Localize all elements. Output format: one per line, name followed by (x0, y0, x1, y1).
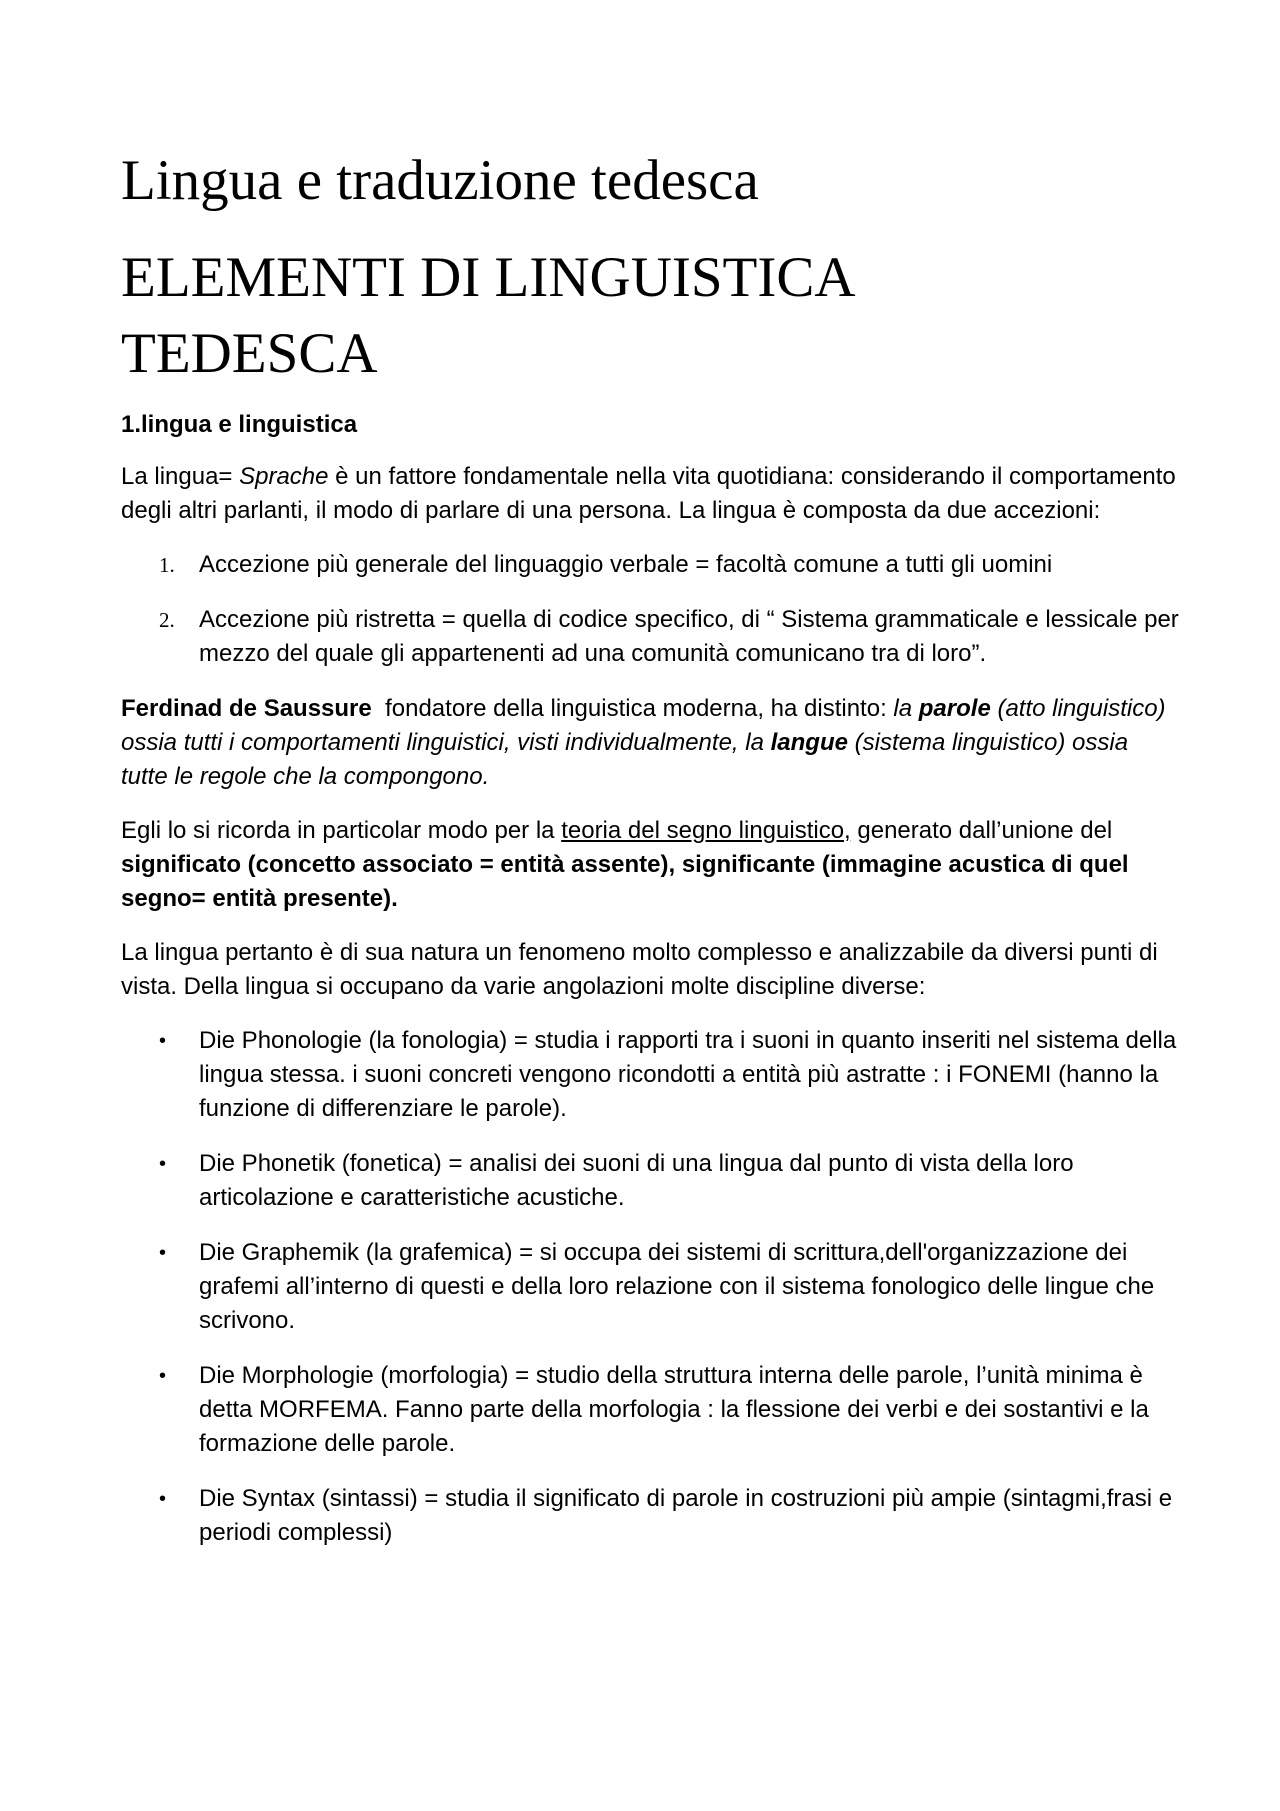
text-run-italic: Sprache (239, 463, 329, 490)
list-item (121, 603, 1199, 671)
text-run-bold-italic: parole (918, 695, 991, 722)
list-item (121, 1482, 1199, 1550)
list-number: 1. (159, 553, 175, 577)
text-run: La lingua= (121, 463, 240, 490)
list-number: 2. (159, 608, 175, 632)
text-run: fondatore della linguistica moderna, ha distinto: (371, 695, 894, 722)
bullet-icon: • (159, 1030, 167, 1052)
text-run: Egli lo si ricorda in particolar modo per la (121, 817, 562, 844)
text-run-italic: la (893, 695, 919, 722)
paragraph-intro (121, 460, 1181, 528)
list-item (121, 1359, 1199, 1461)
text-run-italic: (sistema linguistico) ossia tutte le regole che la compongono. (121, 729, 1129, 790)
list-item-text: Accezione più generale del linguaggio verbale = facoltà comune a tutti gli uomini (199, 551, 1053, 578)
list-item (121, 548, 1199, 582)
text-run-bold-italic: langue (770, 729, 848, 756)
bullet-icon: • (159, 1488, 167, 1510)
text-run-bold: Ferdinad de Saussure (121, 695, 372, 722)
list-item (121, 1236, 1199, 1338)
paragraph-discipline: La lingua pertanto è di sua natura un fenomeno molto complesso e analizzabile da diversi punti di vista. Della lingua si occupano da varie angolazioni molte discipline diverse: (121, 939, 1158, 1000)
list-item-text: Accezione più ristretta = quella di codice specifico, di “ Sistema grammaticale e lessicale per mezzo del quale gli appartenenti ad una comunità comunicano tra di loro”. (199, 606, 1179, 667)
list-item-text: Die Syntax (sintassi) = studia il significato di parole in costruzioni più ampie (sintagmi,frasi e periodi complessi) (199, 1485, 1173, 1546)
list-item-text: Die Phonetik (fonetica) = analisi dei suoni di una lingua dal punto di vista della loro articolazione e caratteristiche acustiche. (199, 1150, 1074, 1211)
text-run: è un fattore fondamentale nella vita quotidiana: considerando il comportamento degli altri parlanti, il modo di parlare di una persona. La lingua è composta da due accezioni: (121, 463, 1176, 524)
list-item (121, 1147, 1199, 1215)
text-run-underlined: teoria del segno linguistico, (561, 817, 851, 844)
paragraph-saussure (121, 692, 1181, 794)
list-item-text: Die Phonologie (la fonologia) = studia i rapporti tra i suoni in quanto inseriti nel sistema della lingua stessa. i suoni concreti vengono ricondotti a entità più astratte : i FONEMI (hanno la funzione di differenziare le parole). (199, 1027, 1177, 1122)
bullet-icon: • (159, 1365, 167, 1387)
text-run: generato dall’unione del (850, 817, 1113, 844)
chapter-heading-line1: ELEMENTI DI LINGUISTICA (121, 246, 856, 309)
chapter-heading (121, 240, 1021, 392)
numbered-list (121, 548, 1180, 671)
text-run-bold: significato (concetto associato = entità assente), significante (immagine acustica di quel segno= entità presente). (121, 851, 1129, 912)
document-title: Lingua e traduzione tedesca (121, 149, 759, 212)
list-item-text: Die Graphemik (la grafemica) = si occupa dei sistemi di scrittura,dell'organizzazione dei grafemi all’interno di questi e della loro relazione con il sistema fonologico delle lingue che scrivono. (199, 1239, 1155, 1334)
bullet-icon: • (159, 1242, 167, 1264)
list-item-text: Die Morphologie (morfologia) = studio della struttura interna delle parole, l’unità minima è detta MORFEMA. Fanno parte della morfologia : la flessione dei verbi e dei sostantivi e la formazione delle parole. (199, 1362, 1149, 1457)
paragraph-segno (121, 814, 1181, 916)
chapter-heading-line2: TEDESCA (121, 322, 378, 385)
bullet-list (121, 1024, 1180, 1550)
bullet-icon: • (159, 1153, 167, 1175)
section-title: 1.lingua e linguistica (121, 411, 358, 438)
text-run-italic: (atto linguistico) ossia tutti i comportamenti linguistici, visti individualmente, la (121, 695, 1166, 756)
list-item (121, 1024, 1199, 1126)
